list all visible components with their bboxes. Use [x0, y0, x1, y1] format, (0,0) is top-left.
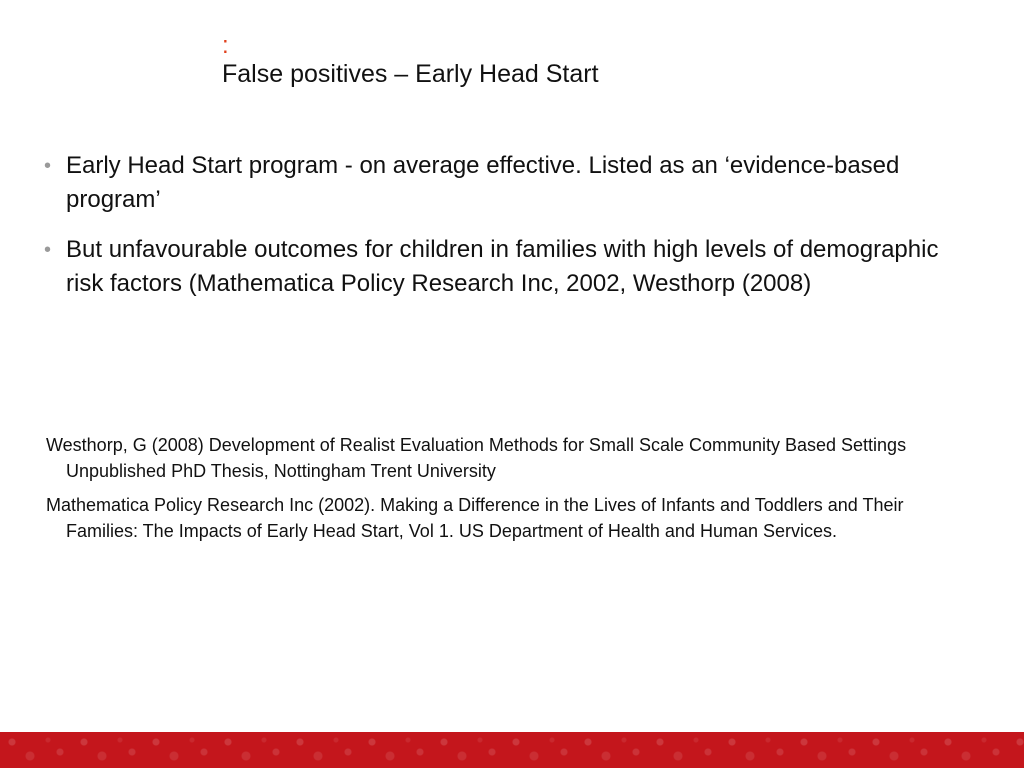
bullet-text: Early Head Start program - on average effective. Listed as an ‘evidence-based program’: [66, 152, 900, 213]
bullet-icon: •: [44, 239, 52, 261]
bullet-icon: •: [44, 155, 52, 177]
bullet-item: [44, 149, 944, 217]
reference-item: Mathematica Policy Research Inc (2002). Making a Difference in the Lives of Infants and Toddlers and Their Families: The Impacts of Early Head Start, Vol 1. US Department of Health and Human Services.: [46, 495, 904, 541]
references: [46, 432, 956, 552]
bullet-list: [44, 149, 944, 317]
reference-item: Westhorp, G (2008) Development of Realist Evaluation Methods for Small Scale Community Based Settings Unpublished PhD Thesis, Nottingham Trent University: [46, 435, 907, 481]
title-kicker: :: [222, 32, 229, 59]
page-title: False positives – Early Head Start: [222, 60, 599, 88]
footer-band: [0, 732, 1024, 768]
slide-title: [222, 34, 982, 90]
bullet-item: [44, 233, 944, 301]
bullet-text: But unfavourable outcomes for children in families with high levels of demographic risk factors (Mathematica Policy Research Inc, 2002, Westhorp (2008): [66, 236, 939, 297]
